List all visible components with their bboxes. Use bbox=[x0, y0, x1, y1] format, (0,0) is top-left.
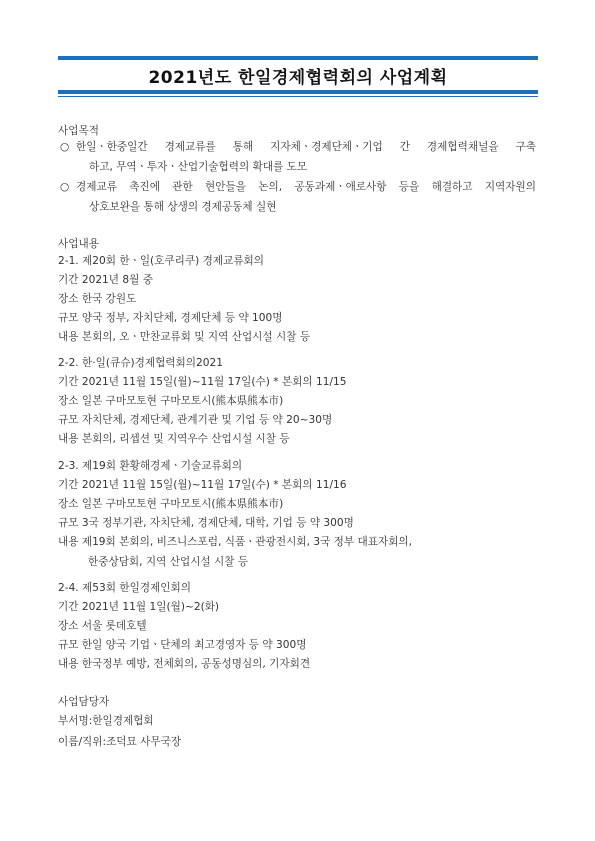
section-heading: 2-4. 제53회 한일경제인회의 bbox=[58, 582, 191, 594]
contact-heading: 사업담당자 bbox=[58, 696, 110, 708]
section-line: 규모 자치단체, 경제단체, 관계기관 및 기업 등 약 20~30명 bbox=[58, 414, 333, 426]
title-bottom-subrule bbox=[58, 96, 538, 97]
purpose-item-1-line-1: 한일ㆍ한중일간 경제교류를 통해 지자체ㆍ경제단체ㆍ기업 간 경제협력채널을 구축 bbox=[76, 141, 536, 153]
section-heading: 2-3. 제19회 환황해경제ㆍ기술교류회의 bbox=[58, 460, 243, 472]
section-line: 기간 2021년 11월 1일(월)~2(화) bbox=[58, 601, 220, 613]
section-line: 내용 본회의, 리셉션 및 지역우수 산업시설 시찰 등 bbox=[58, 433, 290, 445]
section-heading: 2-1. 제20회 한ㆍ일(호쿠리쿠) 경제교류회의 bbox=[58, 255, 265, 267]
section-line: 장소 일본 구마모토현 구마모토시(熊本県熊本市) bbox=[58, 498, 284, 510]
section-line: 기간 2021년 11월 15일(월)~11월 17일(수) * 본회의 11/15 bbox=[58, 376, 347, 388]
purpose-item-2-line-2: 상호보완을 통해 상생의 경제공동체 실현 bbox=[89, 201, 277, 213]
title-top-rule bbox=[58, 56, 538, 60]
section-line: 한중상담회, 지역 산업시설 시찰 등 bbox=[88, 556, 249, 568]
purpose-item-1-line-2: 하고, 무역ㆍ투자ㆍ산업기술협력의 확대를 도모 bbox=[89, 161, 308, 173]
title-bottom-rule bbox=[58, 90, 538, 94]
section-heading: 2-2. 한·일(큐슈)경제협력회의2021 bbox=[58, 357, 223, 369]
section-line: 장소 한국 강원도 bbox=[58, 293, 137, 305]
purpose-item-2-line-1: 경제교류 촉진에 관한 현안들을 논의, 공동과제ㆍ애로사항 등을 해결하고 지역자원의 bbox=[76, 181, 536, 193]
purpose-heading: 사업목적 bbox=[58, 125, 99, 137]
section-line: 장소 서울 롯데호텔 bbox=[58, 620, 147, 632]
content-heading: 사업내용 bbox=[58, 238, 99, 250]
section-line: 규모 한일 양국 기업ㆍ단체의 최고경영자 등 약 300명 bbox=[58, 639, 307, 651]
section-line: 장소 일본 구마모토현 구마모토시(熊本県熊本市) bbox=[58, 395, 284, 407]
section-line: 규모 3국 정부기관, 자치단체, 경제단체, 대학, 기업 등 약 300명 bbox=[58, 517, 354, 529]
section-line: 기간 2021년 11월 15일(월)~11월 17일(수) * 본회의 11/16 bbox=[58, 479, 347, 491]
document-title: 2021년도 한일경제협력회의 사업계획 bbox=[148, 68, 448, 88]
purpose-bullet: ○ bbox=[60, 141, 70, 153]
purpose-bullet: ○ bbox=[60, 181, 70, 193]
contact-department: 부서명:한일경제협회 bbox=[58, 715, 154, 727]
section-line: 규모 양국 정부, 자치단체, 경제단체 등 약 100명 bbox=[58, 312, 283, 324]
section-line: 기간 2021년 8월 중 bbox=[58, 274, 153, 286]
contact-person: 이름/직위:조덕묘 사무국장 bbox=[58, 736, 182, 748]
section-line: 내용 한국정부 예방, 전체회의, 공동성명심의, 기자회견 bbox=[58, 658, 311, 670]
section-line: 내용 제19회 본회의, 비즈니스포럼, 식품ㆍ관광전시회, 3국 정부 대표자회의, bbox=[58, 536, 413, 548]
section-line: 내용 본회의, 오ㆍ만찬교류회 및 지역 산업시설 시찰 등 bbox=[58, 331, 311, 343]
